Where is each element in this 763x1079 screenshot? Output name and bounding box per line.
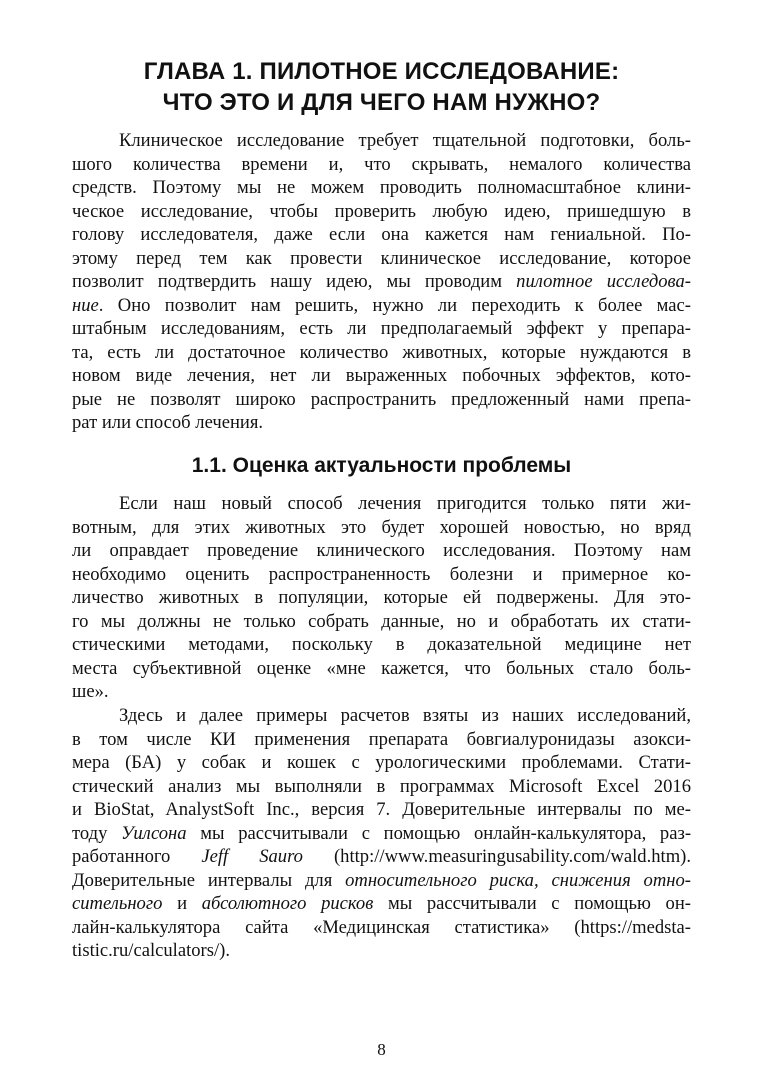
text-line: стический анализ мы выполняли в программах Microsoft Excel 2016 <box>72 775 691 797</box>
text-line: личество животных в популяции, которые ей подвержены. Для это- <box>72 587 691 608</box>
chapter-title-line: ЧТО ЭТО И ДЛЯ ЧЕГО НАМ НУЖНО? <box>162 89 601 116</box>
italic-term: Jeff Sauro <box>201 846 303 867</box>
paragraph-relevance <box>72 492 691 704</box>
italic-term: Уилсона <box>121 822 187 844</box>
text-line: рат или способ лечения. <box>72 412 264 433</box>
italic-term: сительного <box>72 893 163 914</box>
text-line: Клиническое исследование требует тщательной подготовки, боль- <box>119 130 691 151</box>
text-line: та, есть ли достаточное количество животных, которые нуждаются в <box>72 341 691 363</box>
paragraph-methods <box>72 704 691 963</box>
text-line: вотным, для этих животных это будет хорошей новостью, но вряд <box>72 516 691 538</box>
text-line: ческое исследование, чтобы проверить любую идею, пришедшую в <box>72 200 691 222</box>
page-number: 8 <box>377 1040 386 1059</box>
text-line: мера (БА) у собак и кошек с урологическими проблемами. Стати- <box>72 752 691 773</box>
text-line: тоду Уилсона мы рассчитывали с помощью онлайн-калькулятора, раз- <box>72 822 692 844</box>
text-line: места субъективной оценке «мне кажется, что больных стало боль- <box>72 657 691 679</box>
text-line: ли оправдает проведение клинического исследования. Поэтому нам <box>72 540 691 561</box>
chapter-title-line: ГЛАВА 1. ПИЛОТНОЕ ИССЛЕДОВАНИЕ: <box>143 58 620 85</box>
italic-term: пилотное исследова- <box>516 271 691 292</box>
text-line: лайн-калькулятора сайта «Медицинская статистика» (https://medsta- <box>72 916 691 938</box>
text-line: новом виде лечения, нет ли выраженных побочных эффектов, кото- <box>72 365 691 386</box>
section-title: 1.1. Оценка актуальности проблемы <box>191 454 572 477</box>
text-line: в том числе КИ применения препарата бовгиалуронидазы азокси- <box>72 728 691 750</box>
italic-term: абсолютного рисков <box>201 893 374 914</box>
text-line: шого количества времени и, что скрывать, немалого количества <box>72 153 691 175</box>
paragraph-intro <box>72 129 691 435</box>
text-line: необходимо оценить распространенность болезни и примерное ко- <box>72 563 691 585</box>
chapter-title <box>72 56 691 118</box>
text-line: и BioStat, AnalystSoft Inc., версия 7. Доверительные интервалы по ме- <box>72 799 691 820</box>
text-line: ше». <box>72 681 109 702</box>
text-line: Доверительные интервалы для относительного риска, снижения отно- <box>72 869 691 891</box>
text-line: Если наш новый способ лечения пригодится только пяти жи- <box>119 493 691 514</box>
italic-term: относительного риска, снижения отно- <box>345 869 691 891</box>
text-line: го мы должны не только собрать данные, но и обработать их стати- <box>72 610 691 632</box>
text-line: работанного Jeff Sauro (http://www.measuringusability.com/wald.htm). <box>72 846 691 867</box>
text-line: tistic.ru/calculators/). <box>72 940 230 961</box>
text-line: сительного и абсолютного рисков мы рассчитывали с помощью он- <box>72 893 691 914</box>
text-line: Здесь и далее примеры расчетов взяты из наших исследований, <box>119 705 691 726</box>
text-line: позволит подтвердить нашу идею, мы проводим пилотное исследова- <box>72 271 691 292</box>
text-line: средств. Поэтому мы не можем проводить полномасштабное клини- <box>72 177 691 198</box>
text-line: штабным исследованиям, есть ли предполагаемый эффект у препара- <box>72 318 691 339</box>
text-line: стическими методами, поскольку в доказательной медицине нет <box>72 634 691 655</box>
text-line: голову исследователя, даже если она кажется нам гениальной. По- <box>72 224 691 245</box>
text-line: рые не позволят широко распространить предложенный нами препа- <box>72 388 691 410</box>
text-line: этому перед тем как провести клиническое исследование, которое <box>72 247 691 269</box>
text-line: ние. Оно позволит нам решить, нужно ли переходить к более мас- <box>72 294 691 316</box>
italic-term: ние <box>72 294 99 316</box>
